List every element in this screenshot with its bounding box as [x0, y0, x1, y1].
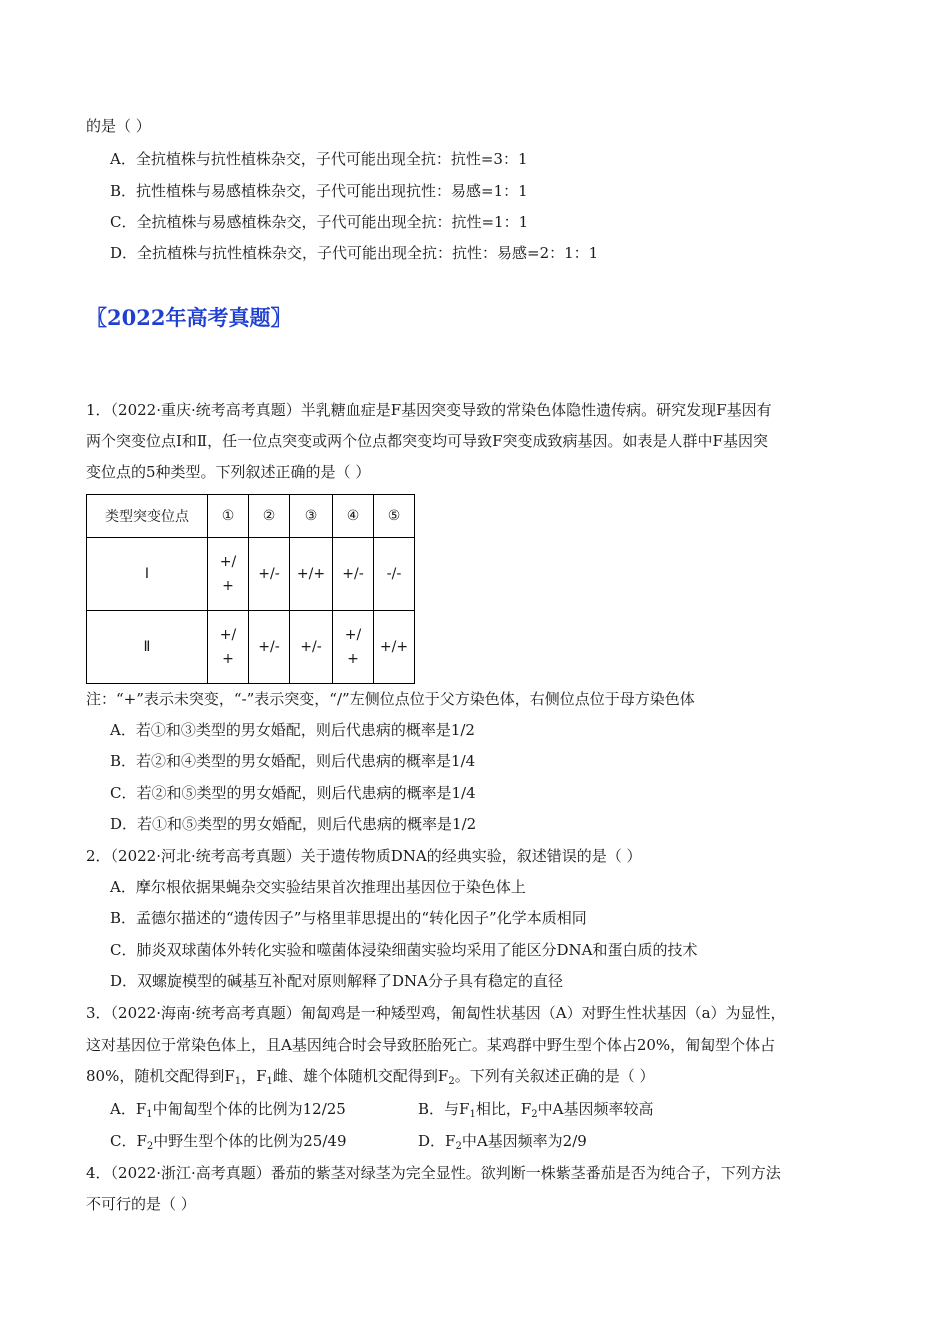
table-header-cell: ②	[249, 495, 290, 538]
q3-option-c	[110, 1131, 347, 1151]
table-cell: +/-	[249, 538, 290, 611]
mutation-site-table	[86, 494, 415, 684]
q4-stem-line-1: 4．（2022·浙江·高考真题）番茄的紫茎对绿茎为完全显性。欲判断一株紫茎番茄是否为纯合子，下列方法	[86, 1164, 781, 1182]
q1-option-b: B．若②和④类型的男女婚配，则后代患病的概率是1/4	[110, 752, 476, 770]
prev-option-a: A．全抗植株与抗性植株杂交，子代可能出现全抗：抗性=3：1	[110, 150, 528, 168]
q2-stem: 2．（2022·河北·统考高考真题）关于遗传物质DNA的经典实验，叙述错误的是（ ）	[86, 847, 642, 865]
table-cell	[208, 611, 249, 684]
q3-option-a	[110, 1099, 346, 1119]
table-cell: +/-	[249, 611, 290, 684]
table-header-cell: ③	[290, 495, 333, 538]
prev-option-d: D．全抗植株与抗性植株杂交，子代可能出现全抗：抗性：易感=2：1：1	[110, 244, 599, 262]
subscript: 2	[531, 1109, 538, 1120]
table-row	[87, 538, 415, 611]
q1-stem-line-1: 1．（2022·重庆·统考高考真题）半乳糖血症是F基因突变导致的常染色体隐性遗传病。研究发现F基因有	[86, 401, 772, 419]
text-span: 中匍匐型个体的比例为12/25	[152, 1100, 346, 1118]
text-span: ，F	[241, 1067, 267, 1085]
q2-option-b: B．孟德尔描述的“遗传因子”与格里菲思提出的“转化因子”化学本质相同	[110, 909, 587, 927]
section-title: 〖2022年高考真题〗	[86, 305, 292, 330]
subscript: 1	[469, 1109, 476, 1120]
table-cell: +/+	[290, 538, 333, 611]
q3-option-d	[418, 1131, 587, 1151]
table-cell	[208, 538, 249, 611]
subscript: 2	[448, 1076, 455, 1087]
table-cell-site: Ⅰ	[87, 538, 208, 611]
table-cell-site: Ⅱ	[87, 611, 208, 684]
q1-table-note: 注：“+”表示未突变，“-”表示突变，“/”左侧位点位于父方染色体，右侧位点位于母方染色体	[86, 690, 695, 708]
q3-stem-line-1: 3．（2022·海南·统考高考真题）匍匐鸡是一种矮型鸡，匍匐性状基因（A）对野生性状基因（a）为显性，	[86, 1004, 786, 1022]
table-header-cell: ④	[333, 495, 374, 538]
table-header-cell: ①	[208, 495, 249, 538]
q3-option-b	[418, 1099, 653, 1119]
subscript: 1	[234, 1076, 242, 1087]
text-span: 中A基因频率较高	[537, 1100, 654, 1118]
table-header-cell: ⑤	[374, 495, 415, 538]
subscript: 2	[146, 1141, 154, 1152]
q3-stem-line-3	[86, 1066, 655, 1086]
q1-option-a: A．若①和③类型的男女婚配，则后代患病的概率是1/2	[110, 721, 475, 739]
q2-option-d: D．双螺旋模型的碱基互补配对原则解释了DNA分子具有稳定的直径	[110, 972, 564, 990]
table-cell: +/-	[333, 538, 374, 611]
cell-line: +	[222, 651, 234, 667]
subscript: 2	[455, 1141, 462, 1152]
table-cell: -/-	[374, 538, 415, 611]
q4-stem-line-2: 不可行的是（ ）	[86, 1195, 196, 1213]
cell-line: +/	[219, 627, 237, 643]
q1-option-d: D．若①和⑤类型的男女婚配，则后代患病的概率是1/2	[110, 815, 477, 833]
q2-option-a: A．摩尔根依据果蝇杂交实验结果首次推理出基因位于染色体上	[110, 878, 526, 896]
text-span: D．F	[418, 1132, 456, 1150]
text-span: 中A基因频率为2/9	[461, 1132, 587, 1150]
table-cell: +/+	[374, 611, 415, 684]
subscript: 1	[146, 1109, 153, 1120]
cell-line: +	[347, 651, 359, 667]
text-span: 80%，随机交配得到F	[86, 1067, 235, 1085]
text-span: 雌、雄个体随机交配得到F	[272, 1067, 449, 1085]
cell-line: +/	[344, 627, 362, 643]
q3-stem-line-2: 这对基因位于常染色体上，且A基因纯合时会导致胚胎死亡。某鸡群中野生型个体占20%，匍匐型个体占	[86, 1036, 776, 1054]
table-cell: +/-	[290, 611, 333, 684]
q1-stem-line-3: 变位点的5种类型。下列叙述正确的是（ ）	[86, 463, 371, 481]
text-span: 。下列有关叙述正确的是（ ）	[454, 1067, 655, 1085]
cell-line: +	[222, 578, 234, 594]
text-span: C．F	[110, 1132, 147, 1150]
table-row	[87, 611, 415, 684]
subscript: 1	[266, 1076, 273, 1087]
table-header-row	[87, 495, 415, 538]
q2-option-c: C．肺炎双球菌体外转化实验和噬菌体浸染细菌实验均采用了能区分DNA和蛋白质的技术	[110, 941, 698, 959]
table-cell	[333, 611, 374, 684]
text-span: B．与F	[418, 1100, 470, 1118]
text-span: 相比，F	[475, 1100, 532, 1118]
cell-line: +/	[219, 554, 237, 570]
prev-option-b: B．抗性植株与易感植株杂交，子代可能出现抗性：易感=1：1	[110, 182, 528, 200]
prev-question-stem-end: 的是（ ）	[86, 117, 151, 135]
prev-option-c: C．全抗植株与易感植株杂交，子代可能出现全抗：抗性=1：1	[110, 213, 529, 231]
text-span: 中野生型个体的比例为25/49	[153, 1132, 347, 1150]
q1-option-c: C．若②和⑤类型的男女婚配，则后代患病的概率是1/4	[110, 784, 476, 802]
text-span: A．F	[110, 1100, 147, 1118]
table-header-cell: 类型突变位点	[87, 495, 208, 538]
q1-stem-line-2: 两个突变位点Ⅰ和Ⅱ，任一位点突变或两个位点都突变均可导致F突变成致病基因。如表是人群中F基因突	[86, 432, 768, 450]
